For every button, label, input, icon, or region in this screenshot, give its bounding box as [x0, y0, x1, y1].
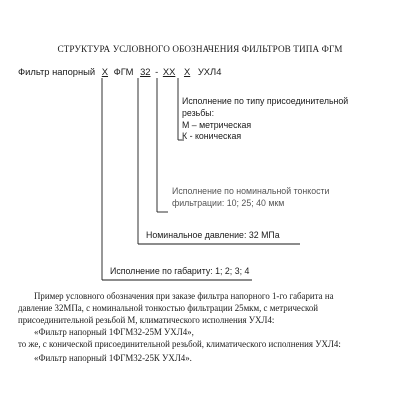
designation-separator: - [155, 66, 159, 77]
example-line4: «Фильтр напорный 1ФГМ32-25М УХЛ4», [34, 327, 194, 337]
legend-pressure: Номинальное давление: 32 МПа [146, 230, 280, 240]
example-line6: «Фильтр напорный 1ФГМ32-25К УХЛ4». [34, 353, 192, 363]
document-title: СТРУКТУРА УСЛОВНОГО ОБОЗНАЧЕНИЯ ФИЛЬТРОВ ТИПА ФГМ [57, 44, 343, 54]
designation-thread-code: Х [183, 66, 191, 77]
legend-size: Исполнение по габариту: 1; 2; 3; 4 [110, 266, 250, 276]
example-line5: то же, с конической присоединительной резьбой, климатического исполнения УХЛ4: [18, 339, 341, 349]
designation-prefix: Фильтр напорный [18, 66, 96, 77]
legend-thread-line1: Исполнение по типу присоединительной [182, 96, 349, 106]
designation-type-code: ФГМ [113, 66, 134, 77]
designation-pressure-code: 32 [140, 66, 151, 77]
legend-thread-line3: М – метрическая [182, 120, 252, 130]
example-line2: давление 32МПа, с номинальной тонкостью фильтрации 25мкм, с метрической [18, 303, 319, 313]
designation-size-code: Х [101, 66, 109, 77]
example-line1: Пример условного обозначения при заказе фильтра напорного 1-го габарита на [34, 291, 334, 301]
legend-fineness-line2: фильтрации: 10; 25; 40 мкм [172, 198, 285, 208]
legend-fineness-line1: Исполнение по номинальной тонкости [172, 186, 330, 196]
example-line3: присоединительной резьбой М, климатического исполнения УХЛ4: [18, 315, 275, 325]
legend-thread-line2: резьбы: [182, 108, 215, 118]
designation-fineness-code: ХХ [162, 66, 176, 77]
designation-climate-code: УХЛ4 [197, 66, 222, 77]
legend-thread-line4: К - коническая [182, 131, 242, 141]
